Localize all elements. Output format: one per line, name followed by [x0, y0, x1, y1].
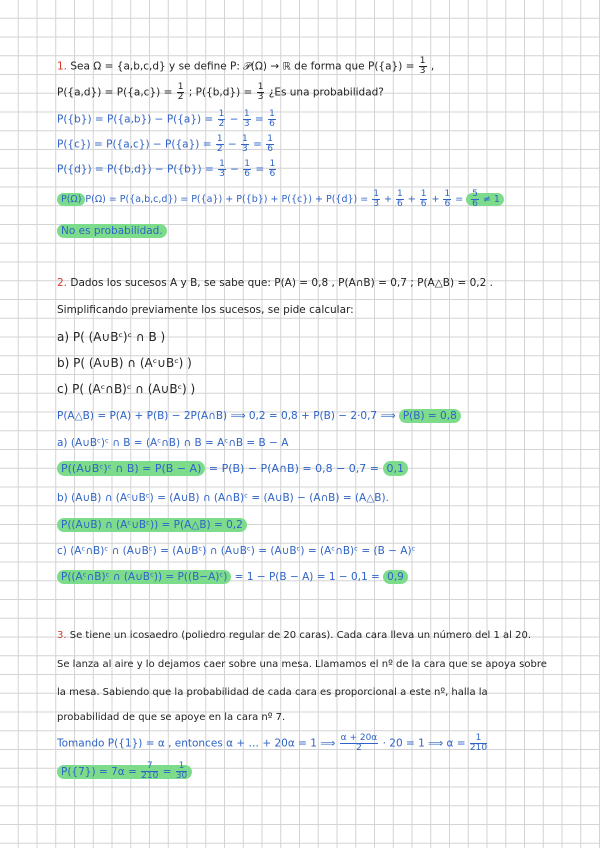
a-value-highlight: 0,1	[383, 461, 409, 476]
fraction: $\frac{1}{2}$	[177, 82, 184, 102]
problem3-solve: Tomando P({1}) = α , entonces α + … + 20α = 1 ⟹ $\frac{\alpha + 20\alpha}{2}$ · 20 = 1 ⟹ α = $\frac{1}{210}$	[57, 733, 488, 753]
problem3-line3: la mesa. Sabiendo que la probabilidad de cada cara es proporcional a este nº, halla la	[57, 687, 488, 698]
fraction: $\frac{1}{6}$	[267, 134, 273, 154]
problem2-c-simplify: c) (Aᶜ∩B)ᶜ ∩ (A∪Bᶜ) = (A∪Bᶜ) ∩ (A∪Bᶜ) = (A∪Bᶜ) = (Aᶜ∩B)ᶜ = (B − A)ᶜ	[57, 545, 416, 557]
problem3-line1: 3. Se tiene un icosaedro (poliedro regular de 20 caras). Cada cara lleva un número del 1 al 20.	[57, 630, 532, 641]
fraction: $\frac{1}{6}$	[396, 189, 403, 209]
fraction: $\frac{1}{6}$	[269, 159, 276, 179]
problem1-number: 1.	[57, 60, 68, 73]
problem3-answer	[57, 762, 192, 781]
fraction: $\frac{1}{6}$	[244, 159, 251, 179]
problem1-statement-line1: 1. Sea Ω = {a,b,c,d} y se define P: 𝒫(Ω) → ℝ de forma que P({a}) = $\frac{1}{3}$ ,	[57, 56, 435, 76]
fraction: $\frac{1}{3}$	[219, 159, 225, 179]
fraction: $\frac{1}{30}$	[175, 761, 188, 781]
fraction: $\frac{7}{210}$	[141, 761, 159, 781]
fraction: $\frac{1}{3}$	[419, 56, 426, 76]
problem2-b-simplify: b) (A∪B) ∩ (Aᶜ∪Bᶜ) = (A∪B) ∩ (A∩B)ᶜ = (A∪B) − (A∩B) = (A△B).	[57, 492, 389, 504]
fraction: $\frac{1}{3}$	[257, 82, 264, 102]
problem2-item-c: c) P( (Aᶜ∩B)ᶜ ∩ (A∪Bᶜ) )	[57, 382, 196, 396]
problem1-step-d: P({d}) = P({b,d}) − P({b}) = $\frac{1}{3}$ − $\frac{1}{6}$ = $\frac{1}{6}$	[57, 159, 276, 179]
fraction: $\frac{1}{3}$	[243, 109, 250, 129]
highlight: P(Ω)	[57, 193, 85, 206]
fraction: $\frac{1}{6}$	[420, 189, 427, 209]
problem2-a-simplify: a) (A∪Bᶜ)ᶜ ∩ B = (Aᶜ∩B) ∩ B = Aᶜ∩B = B − A	[57, 437, 289, 449]
problem2-c-result: P((Aᶜ∩B)ᶜ ∩ (A∪Bᶜ)) = P((B−A)ᶜ) = 1 − P(B − A) = 1 − 0,1 = 0,9	[57, 569, 408, 585]
problem1-total-line: P(Ω) P(Ω) = P({a,b,c,d}) = P({a}) + P({b}) + P({c}) + P({d}) = $\frac{1}{3}$ + $\frac{1}{6}$ + $\frac{1}{6}$ + $\frac{1}{6}$ = $\frac{5}{6}$ ≠ 1	[57, 190, 504, 209]
fraction: $\frac{1}{210}$	[469, 733, 488, 753]
total-highlight: $\frac{5}{6}$ ≠ 1	[466, 193, 504, 206]
problem3-number: 3.	[57, 630, 67, 641]
problem1-conclusion: No es probabilidad.	[57, 223, 167, 239]
fraction: $\frac{1}{3}$	[373, 189, 379, 209]
c-value-highlight: 0,9	[383, 570, 408, 584]
problem3-line4: probabilidad de que se apoye en la cara nº 7.	[57, 712, 286, 723]
fraction: $\frac{\alpha + 20\alpha}{2}$	[340, 733, 378, 753]
problem2-a-result: P((A∪Bᶜ)ᶜ ∩ B) = P(B − A) = P(B) − P(A∩B) = 0,8 − 0,7 = 0,1	[57, 461, 408, 477]
fraction: $\frac{1}{6}$	[444, 189, 451, 209]
problem2-statement: 2. Dados los sucesos A y B, se sabe que: P(A) = 0,8 , P(A∩B) = 0,7 ; P(A△B) = 0,2 .	[57, 277, 493, 289]
fraction: $\frac{5}{6}$	[472, 189, 478, 209]
problem1-step-c: P({c}) = P({a,c}) − P({a}) = $\frac{1}{2}$ − $\frac{1}{3}$ = $\frac{1}{6}$	[57, 134, 273, 154]
fraction: $\frac{1}{2}$	[218, 109, 225, 129]
problem2-item-b: b) P( (A∪B) ∩ (Aᶜ∪Bᶜ) )	[57, 356, 192, 370]
problem3-line2: Se lanza al aire y lo dejamos caer sobre una mesa. Llamamos el nº de la cara que se apoya sobre	[57, 659, 547, 670]
problem1-statement-line2: P({a,d}) = P({a,c}) = $\frac{1}{2}$ ; P({b,d}) = $\frac{1}{3}$ ¿Es una probabilidad?	[57, 82, 384, 102]
problem2-calc-pb: P(A△B) = P(A) + P(B) − 2P(A∩B) ⟹ 0,2 = 0,8 + P(B) − 2·0,7 ⟹ P(B) = 0,8	[57, 408, 461, 424]
answer-highlight: P({7}) = 7α = $\frac{7}{210}$ = $\frac{1}{30}$	[57, 765, 192, 779]
fraction: $\frac{1}{3}$	[242, 134, 248, 154]
fraction: $\frac{1}{6}$	[269, 109, 275, 129]
problem2-number: 2.	[57, 277, 68, 289]
pb-highlight: P(B) = 0,8	[399, 409, 461, 423]
fraction: $\frac{1}{2}$	[216, 134, 223, 154]
problem2-item-a: a) P( (A∪Bᶜ)ᶜ ∩ B )	[57, 330, 166, 344]
problem2-statement2: Simplificando previamente los sucesos, se pide calcular:	[57, 304, 354, 316]
problem2-b-result: P((A∪B) ∩ (Aᶜ∪Bᶜ)) = P(A△B) = 0,2	[57, 517, 247, 533]
problem1-step-b: P({b}) = P({a,b}) − P({a}) = $\frac{1}{2}$ − $\frac{1}{3}$ = $\frac{1}{6}$	[57, 109, 275, 129]
